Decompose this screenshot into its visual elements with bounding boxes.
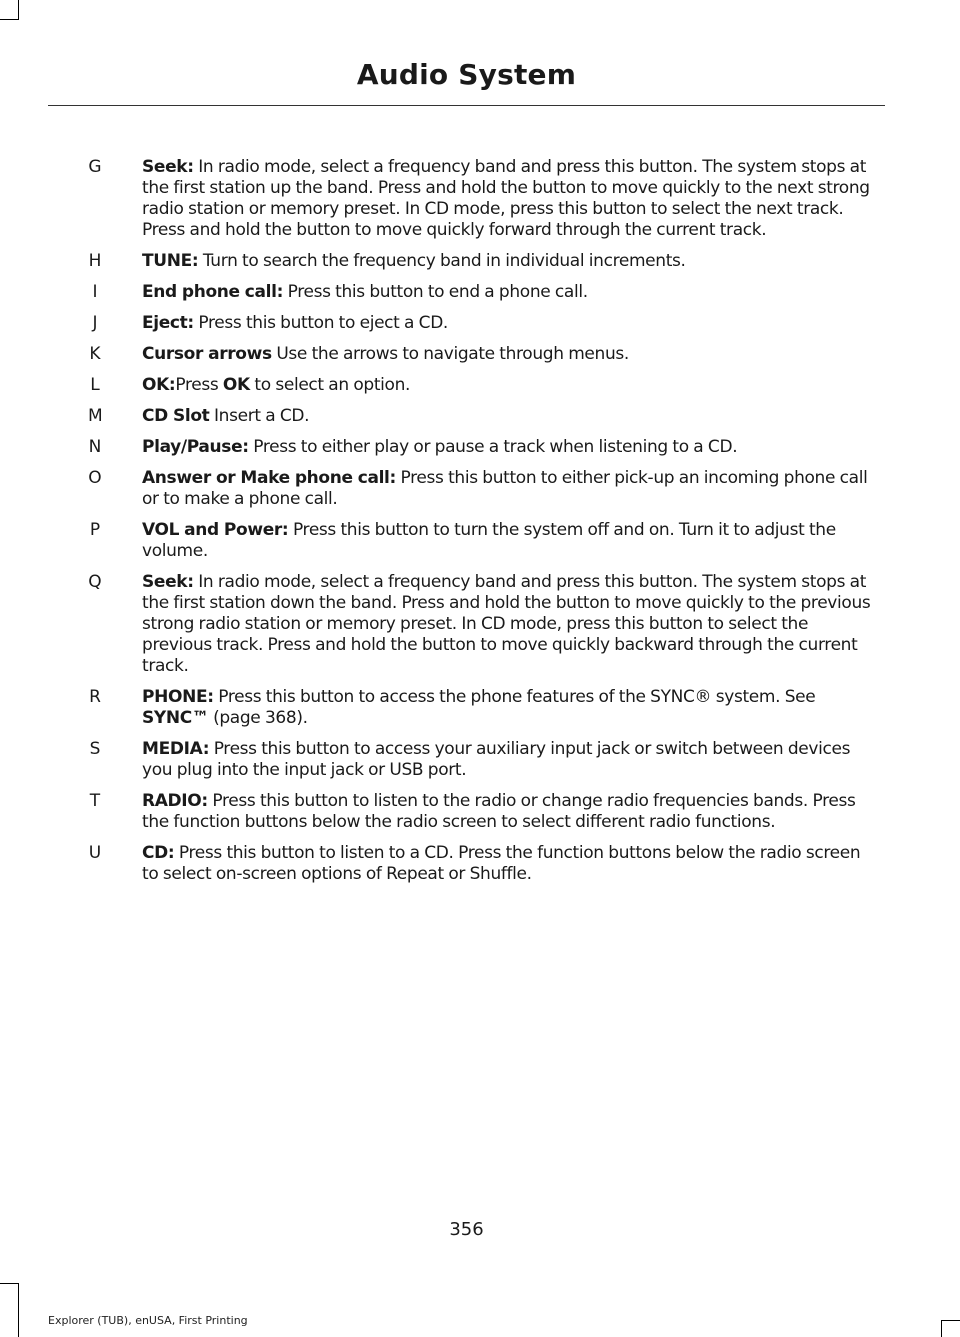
entry-description — [142, 437, 875, 458]
entry-description — [142, 520, 875, 562]
list-item — [0, 468, 960, 510]
header-divider — [48, 105, 885, 106]
entry-term: Seek: — [142, 157, 194, 177]
entry-description — [142, 791, 875, 833]
entry-description — [142, 282, 875, 303]
entry-body-tail: (page 368). — [208, 708, 308, 728]
list-item — [0, 520, 960, 562]
entry-letter: R — [89, 687, 101, 707]
crop-mark-top-left-v — [18, 0, 19, 20]
entry-letter: N — [88, 437, 102, 457]
entry-letter: O — [88, 468, 102, 488]
list-item — [0, 251, 960, 272]
entry-body: Press this button to access your auxiliary input jack or switch between devices you plug into the input jack or USB port. — [142, 739, 851, 780]
list-item — [0, 375, 960, 396]
entry-letter: I — [92, 282, 98, 302]
entry-body: Press this button to eject a CD. — [193, 313, 448, 333]
entry-term: Answer or Make phone call: — [142, 468, 396, 488]
crop-mark-bottom-left-v — [18, 1283, 19, 1337]
entry-term: Seek: — [142, 572, 194, 592]
crop-mark-bottom-right-v — [941, 1320, 942, 1337]
entry-body: Use the arrows to navigate through menus. — [271, 344, 629, 364]
crop-mark-bottom-right-h — [941, 1320, 960, 1321]
entry-description — [142, 251, 875, 272]
list-item — [0, 406, 960, 427]
crop-mark-bottom-left-h — [0, 1283, 19, 1284]
entry-letter: M — [88, 406, 103, 426]
entry-letter: L — [90, 375, 100, 395]
entry-term-inline: OK — [222, 375, 250, 395]
entry-letter: J — [92, 313, 98, 333]
list-item — [0, 437, 960, 458]
entry-term: OK: — [142, 375, 176, 395]
entry-description — [142, 739, 875, 781]
list-item — [0, 282, 960, 303]
entry-body: Press this button to listen to the radio or change radio frequencies bands. Press the function buttons below the radio screen to select different radio functions. — [142, 791, 856, 832]
sync-cross-reference-link[interactable]: SYNC™ — [142, 708, 209, 728]
entry-description — [142, 375, 875, 396]
entry-letter: U — [88, 843, 102, 863]
entry-list — [0, 157, 960, 895]
entry-term: MEDIA: — [142, 739, 210, 759]
entry-description — [142, 572, 875, 677]
entry-description — [142, 468, 875, 510]
list-item — [0, 739, 960, 781]
entry-term: PHONE: — [142, 687, 214, 707]
entry-letter: S — [89, 739, 101, 759]
entry-description — [142, 406, 875, 427]
entry-term: Eject: — [142, 313, 194, 333]
entry-body: In radio mode, select a frequency band and press this button. The system stops at the first station down the band. Press and hold the button to move quickly to the previous strong radio station or memory preset. In CD mode, press this button to select the previous track. Press and hold the button to move quickly backward through the current track. — [142, 572, 871, 676]
entry-letter: P — [89, 520, 101, 540]
entry-description — [142, 157, 875, 241]
entry-letter: T — [89, 791, 101, 811]
list-item — [0, 313, 960, 334]
list-item — [0, 843, 960, 885]
list-item — [0, 344, 960, 365]
entry-body: Press this button to turn the system off and on. Turn it to adjust the volume. — [142, 520, 836, 561]
entry-letter: K — [89, 344, 101, 364]
entry-description — [142, 344, 875, 365]
footer-doc-info: Explorer (TUB), enUSA, First Printing — [48, 1314, 248, 1327]
entry-description — [142, 313, 875, 334]
list-item — [0, 572, 960, 677]
entry-body: Press this button to access the phone features of the SYNC® system. See — [213, 687, 816, 707]
entry-letter: Q — [88, 572, 102, 592]
entry-description — [142, 687, 875, 729]
entry-body: Press — [175, 375, 223, 395]
list-item — [0, 157, 960, 241]
entry-body-tail: to select an option. — [249, 375, 411, 395]
entry-body: Press this button to either pick-up an incoming phone call or to make a phone call. — [142, 468, 868, 509]
entry-term: RADIO: — [142, 791, 208, 811]
entry-letter: H — [88, 251, 102, 271]
page-title: Audio System — [356, 58, 577, 91]
page-number: 356 — [449, 1219, 484, 1240]
entry-body: In radio mode, select a frequency band and press this button. The system stops at the first station up the band. Press and hold the button to move quickly to the next strong radio station or memory preset. In CD mode, press this button to select the next track. Press and hold the button to move quickly forward through the current track. — [142, 157, 870, 240]
entry-term: Play/Pause: — [142, 437, 249, 457]
entry-description — [142, 843, 875, 885]
crop-mark-top-left-h — [0, 19, 19, 20]
list-item — [0, 687, 960, 729]
entry-body: Press to either play or pause a track when listening to a CD. — [248, 437, 738, 457]
entry-term: TUNE: — [142, 251, 199, 271]
list-item — [0, 791, 960, 833]
entry-term: CD: — [142, 843, 175, 863]
entry-body: Turn to search the frequency band in individual increments. — [198, 251, 686, 271]
entry-term: CD Slot — [142, 406, 210, 426]
entry-body: Press this button to listen to a CD. Press the function buttons below the radio screen to select on-screen options of Repeat or Shuffle. — [142, 843, 861, 884]
entry-term: VOL and Power: — [142, 520, 289, 540]
entry-letter: G — [88, 157, 102, 177]
entry-term: End phone call: — [142, 282, 284, 302]
entry-body: Insert a CD. — [209, 406, 310, 426]
entry-body: Press this button to end a phone call. — [283, 282, 588, 302]
entry-term: Cursor arrows — [142, 344, 272, 364]
